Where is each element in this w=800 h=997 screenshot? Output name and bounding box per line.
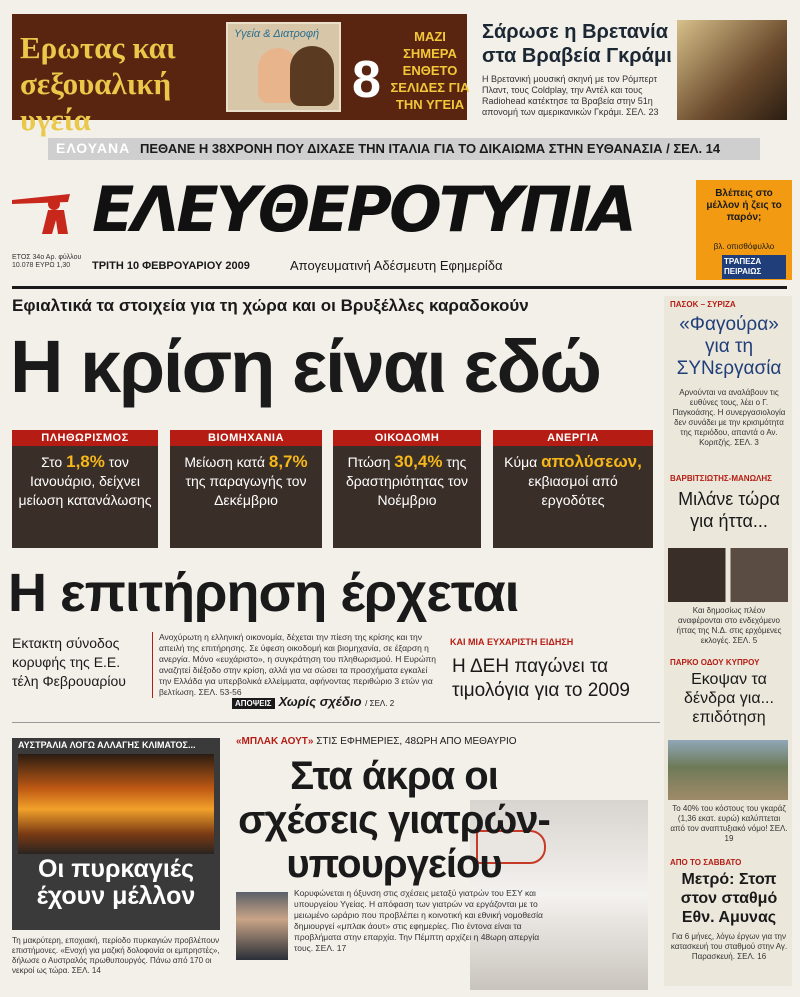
promo-left-title: Ερωτας και σεξουαλική υγεία (20, 30, 176, 137)
sidebar-headline-3[interactable]: Εκοψαν τα δένδρα για... επιδότηση (684, 671, 774, 726)
stat-pre: Μείωση κατά (184, 454, 265, 470)
issue-info: ΕΤΟΣ 34ο Αρ. φύλλου 10.078 ΕΥΡΩ 1,30 (12, 254, 82, 269)
deh-headline[interactable]: Η ΔΕΗ παγώνει τα τιμολόγια για το 2009 (452, 656, 630, 701)
ad-text: Βλέπεις στο μέλλον ή ζεις το παρόν; (706, 188, 782, 223)
australia-headline: Οι πυρκαγιές έχουν μέλλον (36, 855, 196, 910)
stat-label: ΠΛΗΘΩΡΙΣΜΟΣ (12, 430, 158, 446)
stat-label: ΒΙΟΜΗΧΑΝΙΑ (170, 430, 322, 446)
summit-subhead: Εκτακτη σύνοδος κορυφής της Ε.Ε. τέλη Φεβρουαρίου (12, 635, 126, 689)
minister-photo (236, 892, 288, 960)
lead-headline[interactable]: Η κρίση είναι εδώ (10, 325, 600, 408)
stat-highlight: 8,7% (268, 452, 308, 471)
doctors-headline[interactable]: Στα άκρα οι σχέσεις γιατρών-υπουργείου (238, 754, 550, 886)
bank-logo: ΤΡΑΠΕΖΑ ΠΕΙΡΑΙΩΣ (722, 255, 786, 279)
doctors-kicker-bold: «ΜΠΛΑΚ ΑΟΥΤ» (236, 736, 314, 747)
park-trees-photo (668, 740, 788, 800)
secondary-headline[interactable]: Η επιτήρηση έρχεται (8, 563, 519, 623)
eluana-news-strip[interactable] (48, 138, 760, 160)
grammy-body: Η Βρετανική μουσική σκηνή με τον Ρόμπερτ Πλαντ, τους Coldplay, την Αντέλ και τους Radiohead κατέκτησε τα Βραβεία στην 51η απονομή των αμερικανικών Γκράμι. ΣΕΛ. 23 (482, 74, 659, 117)
cover-person-2 (290, 46, 334, 106)
bank-ad[interactable] (696, 180, 792, 280)
doctors-kicker-text: ΣΤΙΣ ΕΦΗΜΕΡΙΕΣ, 48ΩΡΗ ΑΠΟ ΜΕΘΑΥΡΙΟ (316, 736, 517, 747)
eluana-label: ΕΛΟΥΑΝΑ (56, 140, 131, 156)
sidebar-headline-4[interactable]: Μετρό: Στοπ στον σταθμό Εθν. Αμυνας (680, 871, 778, 926)
doctors-kicker (236, 736, 517, 747)
opinion-link[interactable] (232, 694, 394, 709)
stat-inflation[interactable] (12, 430, 158, 548)
doctors-body: Κορυφώνεται η όξυνση στις σχέσεις μεταξύ γιατρών του ΕΣΥ και υπουργείου Υγείας. Η απόφαση των γιατρών να εργάζονται με το μειωμένο ωράριο που προβλέπει η κοινοτική και εθνική νομοθεσία δημιουργεί «μπλακ άουτ» στις εφημερίες. Πιο έντονα είναι τα προβλήματα στην επαρχία. Την Πέμπτη αρχίζει η 48ωρη απεργία τους. ΣΕΛ. 17 (294, 888, 543, 953)
stat-construction[interactable] (333, 430, 481, 548)
eluana-text: ΠΕΘΑΝΕ Η 38ΧΡΟΝΗ ΠΟΥ ΔΙΧΑΣΕ ΤΗΝ ΙΤΑΛΙΑ ΓΙΑ ΤΟ ΔΙΚΑΙΩΜΑ ΣΤΗΝ ΕΥΘΑΝΑΣΙΑ / ΣΕΛ. 14 (140, 141, 721, 156)
sidebar-body-4: Για 6 μήνες, λόγω έργων για την κατασκευή του σταθμού στην Αγ. Παρασκευή. ΣΕΛ. 16 (670, 932, 788, 961)
sidebar-body-3: Το 40% του κόστους του γκαράζ (1,36 εκατ. ευρώ) καλύπτεται από τον αναπτυξιακό νόμο! ΣΕΛ. 19 (670, 804, 788, 843)
grammy-promo[interactable] (482, 20, 792, 120)
magazine-title: Υγεία & Διατροφή (234, 28, 320, 40)
logo-figure-icon (12, 190, 92, 238)
lead-body-text: Ανοχύρωτη η ελληνική οικονομία, δέχεται την πίεση της κρίσης και την απειλή της επιτήρησης. Σε ύφεση οικοδομή και βιομηχανία, σε έξαρση η ανεργία. Μόνο «ευχάριστο», η συγκράτηση του πληθωρισμού. Η Ευρώπη αναζητεί διέξοδο στην κρίση, αλλά για να σώσει τα προσχήματα εγκαλεί την Ελλάδα για υπερβολικά ελλείμματα, αφήνοντας περιθώριο 3 ετών για βελτίωση. ΣΕΛ. 53-56 (152, 632, 442, 698)
opinion-title: Χωρίς σχέδιο (278, 694, 362, 709)
stat-post: της παραγωγής τον Δεκέμβριο (185, 473, 307, 508)
stat-label: ΟΙΚΟΔΟΜΗ (333, 430, 481, 446)
grammy-photo (677, 20, 787, 120)
stat-label: ΑΝΕΡΓΙΑ (493, 430, 653, 446)
sidebar-body-2: Και δημοσίως πλέον αναφέρονται στο ενδεχόμενο ήττας της Ν.Δ. στις ερχόμενες εκλογές. ΣΕΛ. 5 (676, 606, 782, 645)
stat-pre: Κύμα (504, 454, 538, 470)
sidebar-kicker-3: ΠΑΡΚΟ ΟΔΟΥ ΚΥΠΡΟΥ (670, 658, 760, 667)
masthead-divider (12, 286, 787, 289)
promo-pages-text: ΜΑΖΙ ΣΗΜΕΡΑ ΕΝΘΕΤΟ ΣΕΛΙΔΕΣ ΓΙΑ ΤΗΝ ΥΓΕΙΑ (390, 29, 470, 112)
sidebar-headline-1[interactable]: «Φαγούρα» για τη ΣΥΝεργασία (676, 314, 782, 379)
stat-post: εκβιασμοί από εργοδότες (528, 473, 618, 508)
sidebar-kicker-4: ΑΠΟ ΤΟ ΣΑΒΒΑΤΟ (670, 858, 742, 867)
stat-highlight: 30,4% (394, 452, 443, 471)
stat-industry[interactable] (170, 430, 322, 548)
right-sidebar (664, 296, 792, 986)
opinion-tag: ΑΠΟΨΕΙΣ (232, 698, 275, 709)
stat-pre: Πτώση (347, 454, 391, 470)
health-supplement-promo[interactable] (12, 14, 470, 137)
sidebar-kicker-1: ΠΑΣΟΚ – ΣΥΡΙΖΑ (670, 300, 736, 309)
deh-kicker: ΚΑΙ ΜΙΑ ΕΥΧΑΡΙΣΤΗ ΕΙΔΗΣΗ (450, 637, 574, 647)
lead-kicker: Εφιαλτικά τα στοιχεία για τη χώρα και οι Βρυξέλλες καραδοκούν (12, 296, 529, 315)
section-divider (12, 722, 660, 723)
magazine-cover-image (226, 22, 341, 112)
ad-small-text: βλ. οπισθόφυλλο (713, 242, 775, 251)
politicians-photo (668, 548, 788, 602)
sidebar-kicker-2: ΒΑΡΒΙΤΣΙΩΤΗΣ-ΜΑΝΩΛΗΣ (670, 474, 772, 483)
masthead-subtitle: Απογευματινή Αδέσμευτη Εφημερίδα (290, 258, 503, 273)
australia-kicker: ΑΥΣΤΡΑΛΙΑ ΛΟΓΩ ΑΛΛΑΓΗΣ ΚΛΙΜΑΤΟΣ... (18, 740, 196, 750)
stat-post: της δραστηριότητας τον Νοέμβριο (346, 454, 468, 508)
stat-post: τον Ιανουάριο, δείχνει μείωση κατανάλωσης (18, 454, 152, 508)
australia-body: Τη μακρύτερη, εποχιακή, περίοδο πυρκαγιών προβλέπουν επιστήμονες. «Ενοχή για μαζική δολοφονία οι εμπρηστές», δήλωσε ο Αυστραλός πρωθυπουργός. Πάνω από 170 οι νεκροί ως τώρα. ΣΕΛ. 14 (12, 936, 220, 975)
promo-pages-number: 8 (352, 51, 381, 109)
stat-unemployment[interactable] (493, 430, 653, 548)
australia-fires-story[interactable] (12, 738, 220, 930)
opinion-page: / ΣΕΛ. 2 (365, 699, 395, 708)
wildfire-photo (18, 754, 214, 854)
stat-highlight: 1,8% (66, 452, 105, 471)
stat-highlight: απολύσεων, (541, 452, 642, 471)
sidebar-headline-2[interactable]: Μιλάνε τώρα για ήττα... (678, 489, 780, 531)
grammy-headline: Σάρωσε η Βρετανία στα Βραβεία Γκράμι (482, 21, 672, 67)
issue-date: ΤΡΙΤΗ 10 ΦΕΒΡΟΥΑΡΙΟΥ 2009 (92, 260, 250, 272)
sidebar-body-1: Αρνούνται να αναλάβουν τις ευθύνες τους, λέει ο Γ. Παγκοάσης. Η συνεργασιολογία δεν συνάδει με την κρισιμότητα της περιόδου, απαντά ο Αν. Κοριτζής. ΣΕΛ. 3 (672, 388, 786, 447)
newspaper-masthead: ΕΛΕΥΘΕΡΟΤΥΠΙΑ (92, 173, 634, 246)
stat-pre: Στο (41, 454, 63, 470)
